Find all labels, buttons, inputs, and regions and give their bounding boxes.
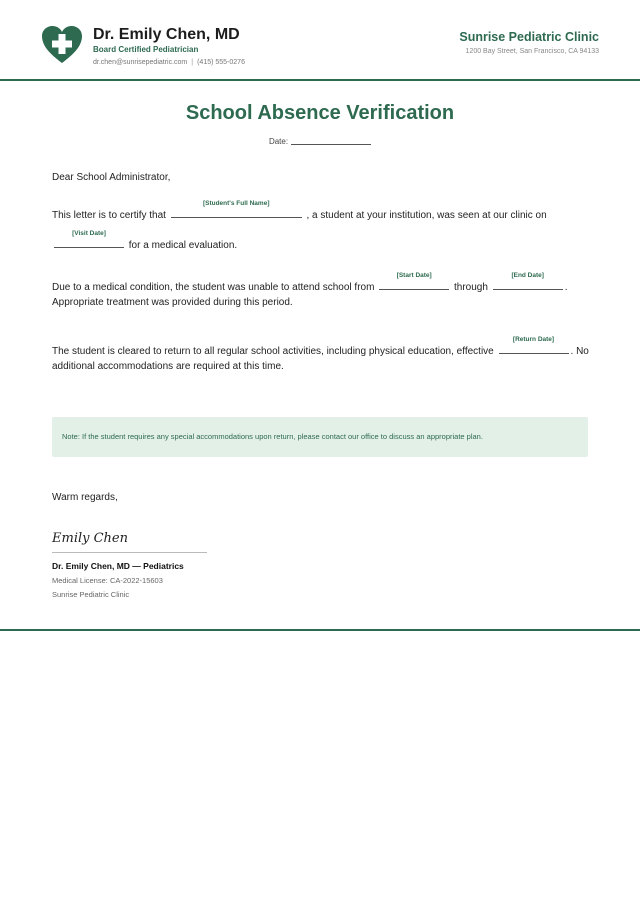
paragraph-certification [52, 200, 592, 223]
heart-cross-icon [42, 26, 82, 64]
start-date-placeholder: [Start Date] [396, 272, 432, 279]
note-text: Note: If the student requires any special accommodations upon return, please contact our office to discuss an appropriate plan. [62, 432, 483, 441]
date-label: Date: [268, 137, 289, 146]
doctor-name: Dr. Emily Chen, MD [93, 26, 240, 43]
salutation: Dear School Administrator, [52, 172, 171, 183]
doctor-credential: Board Certified Pediatrician [93, 45, 199, 54]
letter-title: School Absence Verification [185, 102, 455, 124]
end-date-placeholder: [End Date] [511, 272, 544, 279]
header-divider [0, 79, 640, 81]
footer-divider [0, 629, 640, 631]
signer-name: Dr. Emily Chen, MD — Pediatrics [52, 561, 184, 571]
p1-text-middle: , a student at your institution, was seen at our clinic on [306, 210, 547, 221]
p1-text-start: This letter is to certify that [52, 210, 166, 221]
doctor-contact [93, 59, 245, 66]
p2-text-end: . Appropriate treatment was provided during this period. [52, 282, 568, 308]
letterhead [0, 0, 640, 80]
clinic-name: Sunrise Pediatric Clinic [459, 30, 599, 44]
date-row [0, 137, 640, 146]
return-date-field[interactable] [499, 336, 569, 354]
return-date-placeholder: [Return Date] [512, 336, 555, 343]
signature-line [52, 552, 207, 553]
contact-separator: | [191, 59, 194, 66]
medical-license: Medical License: CA-2022-15603 [52, 576, 163, 585]
p3-text-start: The student is cleared to return to all regular school activities, including physical education, effective [52, 346, 494, 357]
student-name-placeholder: [Student's Full Name] [202, 200, 270, 207]
doctor-phone: (415) 555-0276 [197, 59, 245, 66]
start-date-field[interactable] [379, 272, 449, 290]
visit-date-placeholder: [Visit Date] [72, 230, 106, 237]
clinic-address: 1200 Bay Street, San Francisco, CA 94133 [465, 48, 599, 55]
signer-clinic: Sunrise Pediatric Clinic [52, 590, 130, 599]
doctor-email: dr.chen@sunrisepediatric.com [93, 59, 188, 66]
end-date-field[interactable] [493, 272, 563, 290]
accommodation-note [52, 417, 588, 457]
p2-text-start: Due to a medical condition, the student was unable to attend school from [52, 282, 375, 293]
paragraph-certification-cont [52, 230, 592, 253]
signature-script: Emily Chen [52, 531, 128, 546]
p1-text-end: for a medical evaluation. [128, 240, 238, 251]
paragraph-return [52, 336, 592, 374]
student-name-field[interactable] [171, 200, 302, 218]
date-field[interactable] [291, 144, 371, 145]
p2-through: through [453, 282, 488, 293]
paragraph-absence [52, 272, 592, 310]
p3-text-end: . No additional accommodations are required at this time. [52, 346, 589, 372]
visit-date-field[interactable] [54, 230, 124, 248]
closing: Warm regards, [52, 492, 118, 503]
